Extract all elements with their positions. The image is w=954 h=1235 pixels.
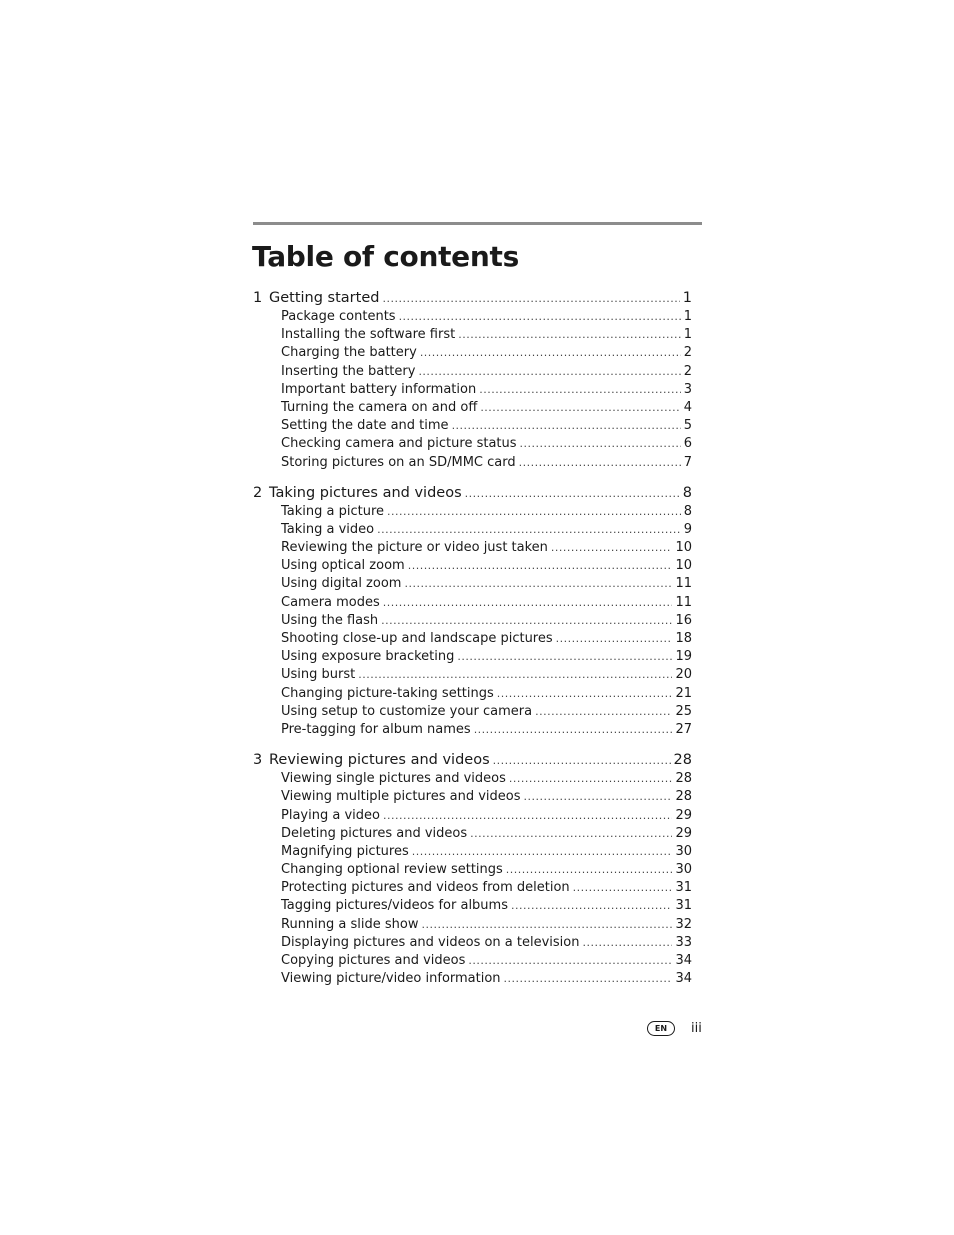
entry-page: 21 xyxy=(675,685,692,701)
entry-page: 1 xyxy=(683,327,692,343)
dot-leader xyxy=(382,289,679,308)
toc-entry-row[interactable] xyxy=(253,539,692,557)
entry-title: Package contents xyxy=(281,309,396,324)
toc-entry-row[interactable] xyxy=(253,557,692,575)
entry-title: Inserting the battery xyxy=(281,363,416,379)
entry-page: 29 xyxy=(675,807,692,823)
toc-section xyxy=(253,750,692,988)
toc-entry-row[interactable] xyxy=(253,503,692,521)
entry-page: 5 xyxy=(683,418,692,434)
entry-page: 10 xyxy=(675,558,692,574)
dot-leader xyxy=(399,308,681,326)
dot-leader xyxy=(551,539,673,557)
toc-entry-row[interactable] xyxy=(253,861,692,879)
toc-entry-row[interactable] xyxy=(253,685,692,703)
dot-leader xyxy=(377,521,681,539)
page-title: Table of contents xyxy=(252,240,519,273)
dot-leader xyxy=(506,861,673,879)
entry-title: Magnifying pictures xyxy=(281,843,409,859)
dot-leader xyxy=(421,916,672,934)
entry-title: Using digital zoom xyxy=(281,576,402,592)
dot-leader xyxy=(493,751,671,770)
dot-leader xyxy=(458,326,681,344)
dot-leader xyxy=(504,970,673,988)
toc-entry-row[interactable] xyxy=(253,454,692,472)
toc-entry-row[interactable] xyxy=(253,612,692,630)
dot-leader xyxy=(573,879,673,897)
dot-leader xyxy=(479,381,681,399)
dot-leader xyxy=(418,363,680,381)
entry-page: 30 xyxy=(675,862,692,878)
dot-leader xyxy=(383,807,672,825)
dot-leader xyxy=(408,557,673,575)
dot-leader xyxy=(511,897,672,915)
entry-title: Deleting pictures and videos xyxy=(281,825,468,841)
entry-title: Changing picture-taking settings xyxy=(281,685,494,701)
toc-entry-row[interactable] xyxy=(253,897,692,915)
toc-entry-row[interactable] xyxy=(253,666,692,684)
dot-leader xyxy=(412,843,673,861)
entry-title: Viewing single pictures and videos xyxy=(281,771,506,787)
entry-title: Using setup to customize your camera xyxy=(281,703,533,719)
dot-leader xyxy=(520,435,681,453)
entry-page: 19 xyxy=(675,649,692,665)
entry-title: Viewing picture/video information xyxy=(281,971,501,987)
chapter-page: 28 xyxy=(673,752,692,769)
toc-section xyxy=(253,483,692,739)
entry-title: Using the flash xyxy=(281,612,379,628)
toc-entry-row[interactable] xyxy=(253,435,692,453)
entry-page: 20 xyxy=(675,667,692,683)
entry-page: 18 xyxy=(675,631,692,646)
dot-leader xyxy=(556,630,673,648)
entry-page: 7 xyxy=(683,454,692,470)
entry-title: Using optical zoom xyxy=(281,558,405,574)
entry-page: 11 xyxy=(675,576,692,592)
dot-leader xyxy=(381,612,672,630)
entry-page: 9 xyxy=(683,521,692,537)
page-footer xyxy=(647,1021,702,1036)
toc-entry-row[interactable] xyxy=(253,916,692,934)
toc-entry-row[interactable] xyxy=(253,934,692,952)
toc-chapter-row[interactable] xyxy=(253,750,692,770)
toc-entry-row[interactable] xyxy=(253,363,692,381)
entry-title: Using burst xyxy=(281,667,356,683)
dot-leader xyxy=(509,770,673,788)
toc-entry-row[interactable] xyxy=(253,399,692,417)
dot-leader xyxy=(358,666,672,684)
entry-title: Playing a video xyxy=(281,807,380,823)
entry-title: Tagging pictures/videos for albums xyxy=(281,898,508,914)
dot-leader xyxy=(404,575,672,593)
entry-page: 25 xyxy=(675,703,692,719)
chapter-number: 1 xyxy=(253,290,263,306)
entry-title: Copying pictures and videos xyxy=(281,953,466,968)
entry-title: Viewing multiple pictures and videos xyxy=(281,789,521,805)
entry-page: 16 xyxy=(675,612,692,628)
toc-entry-row[interactable] xyxy=(253,630,692,648)
entry-page: 34 xyxy=(675,953,692,968)
chapter-number: 2 xyxy=(253,484,263,501)
toc-entry-row[interactable] xyxy=(253,521,692,539)
chapter-title: Getting started xyxy=(269,290,380,306)
toc-entry-row[interactable] xyxy=(253,807,692,825)
toc-entry-row[interactable] xyxy=(253,308,692,326)
entry-page: 2 xyxy=(683,363,692,379)
chapter-page: 8 xyxy=(682,484,692,501)
entry-page: 28 xyxy=(675,771,692,787)
dot-leader xyxy=(465,484,680,503)
dot-leader xyxy=(582,934,672,952)
toc-entry-row[interactable] xyxy=(253,770,692,788)
toc-entry-row[interactable] xyxy=(253,417,692,435)
toc-section xyxy=(253,288,692,472)
entry-page: 31 xyxy=(675,880,692,896)
entry-title: Checking camera and picture status xyxy=(281,436,517,452)
title-rule xyxy=(253,222,702,225)
toc-entry-row[interactable] xyxy=(253,326,692,344)
toc-entry-row[interactable] xyxy=(253,970,692,988)
toc-chapter-row[interactable] xyxy=(253,483,692,503)
entry-page: 3 xyxy=(683,381,692,397)
toc-entry-row[interactable] xyxy=(253,825,692,843)
entry-page: 33 xyxy=(675,934,692,950)
entry-title: Taking a picture xyxy=(281,503,385,519)
entry-page: 32 xyxy=(675,916,692,932)
dot-leader xyxy=(470,825,672,843)
dot-leader xyxy=(452,417,681,435)
toc-entry-row[interactable] xyxy=(253,648,692,666)
entry-title: Using exposure bracketing xyxy=(281,649,455,665)
entry-title: Running a slide show xyxy=(281,916,419,932)
dot-leader xyxy=(523,788,672,806)
toc-list xyxy=(253,288,692,999)
entry-title: Reviewing the picture or video just taken xyxy=(281,540,548,556)
entry-page: 1 xyxy=(683,309,692,324)
entry-page: 4 xyxy=(683,399,692,415)
entry-title: Turning the camera on and off xyxy=(281,399,478,415)
entry-title: Important battery information xyxy=(281,381,477,397)
dot-leader xyxy=(420,344,681,362)
entry-page: 6 xyxy=(683,436,692,452)
chapter-title: Taking pictures and videos xyxy=(269,484,462,501)
entry-page: 10 xyxy=(675,540,692,556)
entry-title: Changing optional review settings xyxy=(281,862,503,878)
entry-title: Protecting pictures and videos from deletion xyxy=(281,880,570,896)
entry-page: 34 xyxy=(675,971,692,987)
entry-title: Displaying pictures and videos on a television xyxy=(281,934,580,950)
dot-leader xyxy=(457,648,672,666)
toc-entry-row[interactable] xyxy=(253,344,692,362)
entry-page: 30 xyxy=(675,843,692,859)
entry-page: 31 xyxy=(675,898,692,914)
entry-page: 8 xyxy=(683,503,692,519)
toc-entry-row[interactable] xyxy=(253,879,692,897)
toc-entry-row[interactable] xyxy=(253,575,692,593)
entry-title: Storing pictures on an SD/MMC card xyxy=(281,454,516,470)
entry-title: Pre-tagging for album names xyxy=(281,721,471,737)
page-number: iii xyxy=(691,1021,702,1036)
language-badge: EN xyxy=(647,1021,675,1036)
entry-page: 11 xyxy=(675,594,692,610)
entry-title: Setting the date and time xyxy=(281,418,449,434)
entry-title: Charging the battery xyxy=(281,345,417,361)
dot-leader xyxy=(383,594,673,612)
entry-page: 27 xyxy=(675,721,692,737)
toc-entry-row[interactable] xyxy=(253,721,692,739)
dot-leader xyxy=(387,503,681,521)
toc-entry-row[interactable] xyxy=(253,788,692,806)
toc-entry-row[interactable] xyxy=(253,381,692,399)
chapter-number: 3 xyxy=(253,752,263,769)
toc-entry-row[interactable] xyxy=(253,703,692,721)
dot-leader xyxy=(535,703,672,721)
entry-title: Camera modes xyxy=(281,594,380,610)
toc-entry-row[interactable] xyxy=(253,843,692,861)
dot-leader xyxy=(468,952,672,970)
entry-page: 28 xyxy=(675,789,692,805)
entry-page: 29 xyxy=(675,825,692,841)
dot-leader xyxy=(480,399,680,417)
entry-title: Taking a video xyxy=(281,521,375,537)
toc-chapter-row[interactable] xyxy=(253,288,692,308)
toc-entry-row[interactable] xyxy=(253,594,692,612)
entry-title: Shooting close-up and landscape pictures xyxy=(281,631,553,646)
dot-leader xyxy=(519,454,681,472)
chapter-title: Reviewing pictures and videos xyxy=(269,752,490,769)
entry-page: 2 xyxy=(683,345,692,361)
dot-leader xyxy=(497,685,673,703)
dot-leader xyxy=(474,721,673,739)
chapter-page: 1 xyxy=(682,290,692,306)
toc-entry-row[interactable] xyxy=(253,952,692,970)
entry-title: Installing the software first xyxy=(281,327,456,343)
